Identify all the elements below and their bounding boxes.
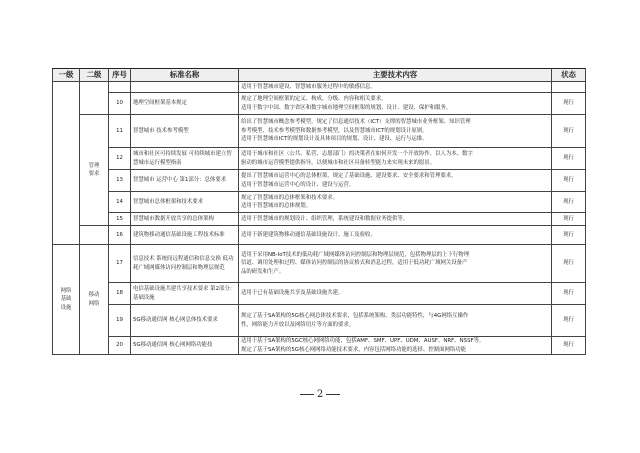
row-content-line: 适用于采用NB-IoT技术的低功耗广域网媒体访问控制层和物理层规范，包括物理层的上下行物理 <box>241 251 470 258</box>
row-number: 18 <box>109 283 131 305</box>
footer-dash-right <box>326 394 340 395</box>
table-row <box>53 283 586 305</box>
table-row <box>53 337 586 355</box>
row-content-line: 适用于数字中国、数字省区和数字城市地理空间框架的规划、设计、建设、保护和服务。 <box>241 104 452 111</box>
row-standard-name: 智慧城市 运营中心 第1部分：总体要求 <box>131 170 239 192</box>
header-serial: 序号 <box>109 69 131 82</box>
row-standard-name: 5G移动通信网 核心网网络功能技 <box>131 337 239 355</box>
header-level1: 一级 <box>53 69 80 82</box>
row-number: 14 <box>109 192 131 213</box>
row-status: 现行 <box>552 283 586 305</box>
level2-cell-empty <box>80 226 109 245</box>
table-row <box>53 115 586 148</box>
row-standard-name: 建筑物移动通信基础设施工程技术标准 <box>131 226 239 245</box>
row-content-line: 规定了地理空间框架的定义、构成、分级、内容和相关要求。 <box>241 96 387 103</box>
page-number: 2 <box>316 389 324 400</box>
row-number: 10 <box>109 93 131 115</box>
row-content-line: 适用于已有基础设施共享及基础设施共建。 <box>241 290 344 297</box>
row-content-line: 适用于基于SA架构的5GC核心网网络功能，包括AMF、SMF、UPF、UDM、AUSF、NRF、NSSF等。 <box>241 338 485 345</box>
table-row <box>53 170 586 192</box>
level2-cell-empty <box>80 82 109 115</box>
table-row <box>53 213 586 226</box>
page-footer <box>0 389 640 400</box>
row-number: 11 <box>109 115 131 148</box>
row-standard-name: 电信基础设施共建共享技术要求 第2部分：基础设施 <box>131 283 239 305</box>
row-status: 现行 <box>552 115 586 148</box>
row-content-line: 提出了智慧城市运营中心的总体框架，规定了基础设施、建设要求、安全要求和管理要求。 <box>241 173 457 180</box>
row-content-line: 适用于新建建筑物移动通信基础设施设计、施工及验收。 <box>241 231 376 238</box>
row-content-line: 信道、调用处理和过程、媒体访问控制层的协议格式和消息过程，适用于低功耗广域网关设备产 <box>241 260 468 267</box>
row-number: 20 <box>109 337 131 355</box>
row-status: 现行 <box>552 93 586 115</box>
header-standard-name: 标准名称 <box>131 69 239 82</box>
row-status: 现行 <box>552 170 586 192</box>
row-number: 16 <box>109 226 131 245</box>
row-status: 现行 <box>552 305 586 337</box>
row-standard-name: 地理空间框架基本规定 <box>131 93 239 115</box>
table-header-row <box>53 69 586 82</box>
row-standard-name: 信息技术 系统间远程通信和信息交换 低功耗广域网媒体访问控制层和物理层规范 <box>131 245 239 283</box>
header-level2: 二级 <box>80 69 109 82</box>
row-content-line: 适用于智慧城市ICT的规划设计及具体项目的规划、设计、建设、运行与运维。 <box>241 136 428 143</box>
row-number: 17 <box>109 245 131 283</box>
row-status: 现行 <box>552 226 586 245</box>
header-main-content: 主要技术内容 <box>239 69 552 82</box>
row-content-line: 品的研发和生产。 <box>241 268 285 275</box>
table-row <box>53 226 586 245</box>
row-content-line: 规定了基于SA架构的5G核心网网络功能技术要求，内容包括网络功能的选择、控制面网络功能 <box>241 346 467 353</box>
standards-table <box>52 68 586 355</box>
row-content-line: 规定了智慧城市的总体框架和技术要求。 <box>241 194 339 201</box>
row-content-line: 适用于智慧城市的规划设计、组织管理，系统建设和数据业务提供等。 <box>241 215 409 222</box>
level2-management: 管理要求 <box>80 115 109 226</box>
table-row <box>53 305 586 337</box>
level1-cell-empty <box>53 82 80 245</box>
row-number: 19 <box>109 305 131 337</box>
row-status: 现行 <box>552 192 586 213</box>
level2-mobile-network: 移动网络 <box>80 245 109 355</box>
header-status: 状态 <box>552 69 586 82</box>
row-status: 现行 <box>552 213 586 226</box>
row-standard-name: 智慧城市数据开放共享的总体架构 <box>131 213 239 226</box>
row-content-line: 适用于城市和社区（公共、私营、志愿部门）的决策者在如何开发一个开放协作、以人为本、数字 <box>241 151 473 158</box>
row-status: 现行 <box>552 245 586 283</box>
row-content-line: 驱动的城市运营模型提供指导，以便城市和社区具备转型能力来实现未来的愿景。 <box>241 159 436 166</box>
footer-dash-left <box>300 394 314 395</box>
row-content-line: 给出了智慧城市概念参考模型，规定了信息通信技术（ICT）支撑的智慧城市业务框架、知识管理 <box>241 119 471 126</box>
row-standard-name: 城市和社区可持续发展 可持续城市建立智慧城市运行模型指南 <box>131 148 239 170</box>
row-number: 15 <box>109 213 131 226</box>
table-row <box>53 148 586 170</box>
row-status: 现行 <box>552 148 586 170</box>
row-content-line: 规定了基于SA架构的5G核心网总体技术要求，包括系统架构、类层功能特性，与4G网络互操作 <box>241 313 469 320</box>
row-standard-name: 智慧城市总体框架和技术要求 <box>131 192 239 213</box>
row-number: 13 <box>109 170 131 192</box>
row-content-line: 参考模型、技术参考模型和数据参考模型，以及智慧城市ICT的规划设计原则。 <box>241 127 428 134</box>
table-row <box>53 245 586 283</box>
row-number: 12 <box>109 148 131 170</box>
row-content-line: 适用于智慧城市运营中心的设计、建设与运营。 <box>241 181 355 188</box>
table-row <box>53 192 586 213</box>
row-status: 现行 <box>552 337 586 355</box>
table-row <box>53 93 586 115</box>
level1-network-infrastructure: 网络基础设施 <box>53 245 80 355</box>
row-content-line: 性，网络能力开放以及网络切片等方面的要求。 <box>241 321 355 328</box>
row-content-line: 适用于智慧城市的总体规划。 <box>241 203 312 209</box>
continuation-text: 适用于智慧城市建设、智慧城市服务过程中的敏感信息。 <box>241 83 376 90</box>
row-standard-name: 5G移动通信网 核心网总体技术要求 <box>131 305 239 337</box>
row-standard-name: 智慧城市 技术参考模型 <box>131 115 239 148</box>
table-row-continuation <box>53 82 586 93</box>
